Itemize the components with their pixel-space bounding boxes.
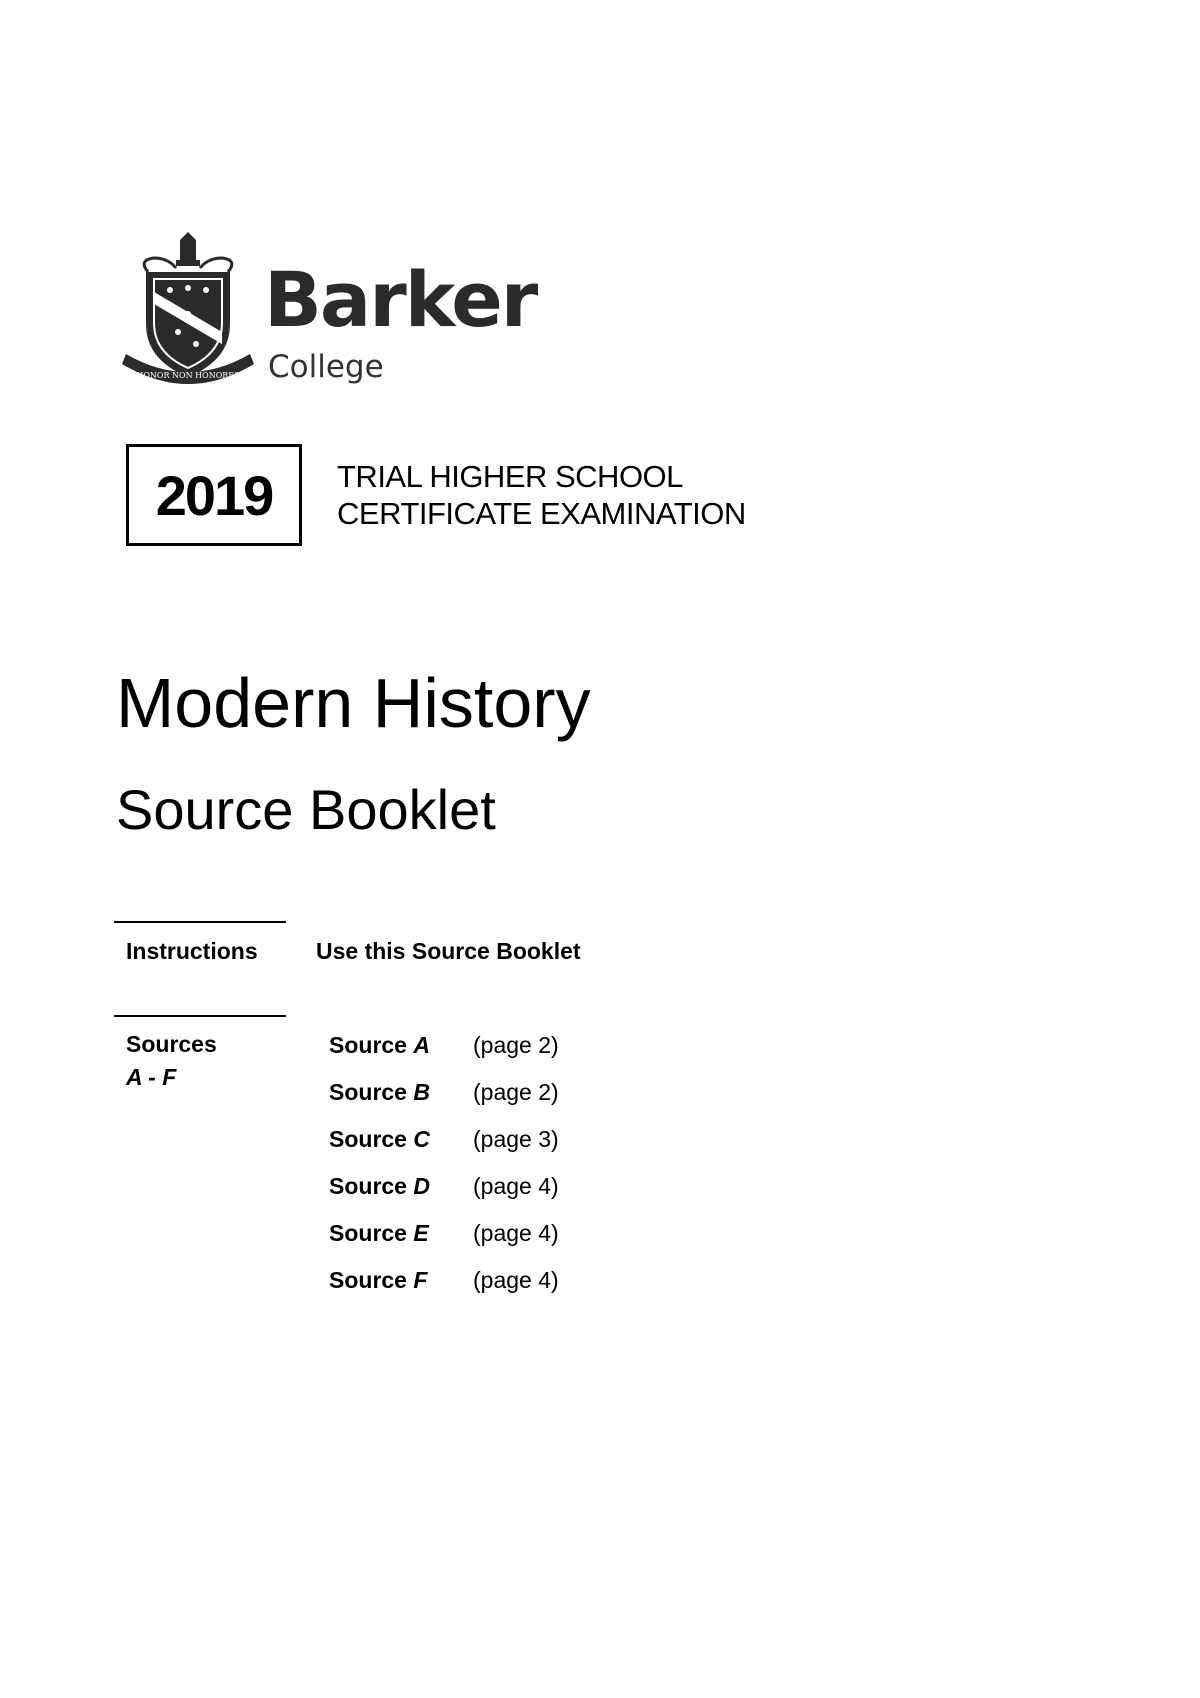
divider-rule [114, 1015, 286, 1017]
source-page: (page 2) [473, 1032, 559, 1058]
source-prefix: Source [329, 1173, 407, 1199]
source-letter: C [413, 1126, 430, 1152]
source-letter: E [413, 1220, 429, 1246]
source-prefix: Source [329, 1267, 407, 1293]
subject-title: Modern History [116, 664, 591, 742]
exam-title-line-2: CERTIFICATE EXAMINATION [337, 496, 746, 531]
source-page: (page 4) [473, 1267, 559, 1293]
instructions-label: Instructions [126, 938, 258, 964]
source-page: (page 3) [473, 1126, 559, 1152]
sources-range: A - F [126, 1064, 177, 1090]
source-item [329, 1218, 629, 1265]
logo-subtitle: College [268, 349, 384, 385]
source-name [329, 1220, 429, 1247]
booklet-subtitle: Source Booklet [116, 778, 496, 841]
source-prefix: Source [329, 1032, 407, 1058]
logo-wordmark: Barker [264, 255, 537, 344]
school-crest-icon [118, 232, 258, 397]
exam-title [337, 458, 746, 532]
source-name [329, 1079, 430, 1106]
source-letter: F [413, 1267, 428, 1293]
source-item [329, 1124, 629, 1171]
source-prefix: Source [329, 1220, 407, 1246]
exam-year-box [126, 444, 302, 546]
barker-college-logo [118, 232, 538, 402]
divider-rule [114, 921, 286, 923]
source-item [329, 1030, 629, 1077]
source-name [329, 1126, 430, 1153]
exam-title-line-1: TRIAL HIGHER SCHOOL [337, 459, 683, 494]
source-letter: B [413, 1079, 430, 1105]
source-prefix: Source [329, 1079, 407, 1105]
source-page: (page 4) [473, 1220, 559, 1246]
source-name [329, 1032, 430, 1059]
source-page: (page 4) [473, 1173, 559, 1199]
source-item [329, 1171, 629, 1218]
source-name [329, 1267, 427, 1294]
source-item [329, 1077, 629, 1124]
exam-year: 2019 [155, 463, 273, 527]
source-letter: D [413, 1173, 430, 1199]
source-prefix: Source [329, 1126, 407, 1152]
instructions-text: Use this Source Booklet [316, 938, 581, 964]
source-letter: A [413, 1032, 430, 1058]
motto-text: HONOR NON HONORES [136, 371, 240, 380]
source-list [329, 1030, 629, 1312]
source-item [329, 1265, 629, 1312]
source-name [329, 1173, 430, 1200]
source-page: (page 2) [473, 1079, 559, 1105]
sources-label: Sources [126, 1031, 217, 1057]
